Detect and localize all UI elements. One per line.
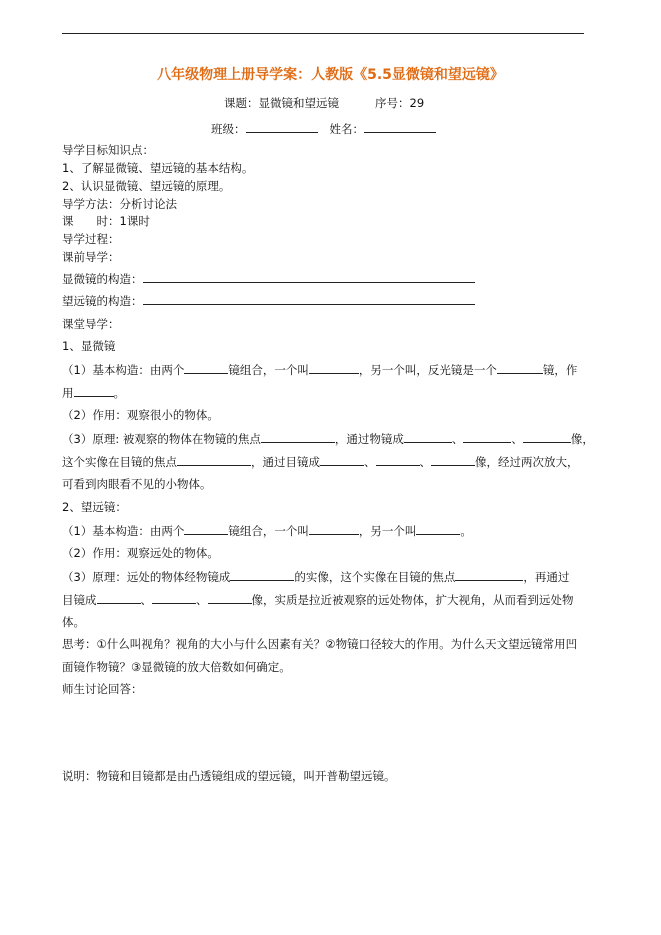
telescope-principle-cont bbox=[62, 591, 574, 608]
blank-field[interactable] bbox=[376, 453, 420, 466]
class-guide-heading: 课堂导学： bbox=[62, 317, 120, 331]
text-segment: （1）基本构造：由两个 bbox=[62, 524, 185, 538]
telescope-heading: 2、望远镜： bbox=[62, 500, 127, 514]
text-segment: 用 bbox=[62, 386, 74, 400]
microscope-structure-label: 显微镜的构造： bbox=[62, 272, 143, 286]
text-segment: ，再通过 bbox=[523, 570, 570, 584]
text-segment: ，另一个叫，反光镜是一个 bbox=[358, 363, 497, 377]
microscope-structure-line bbox=[62, 270, 475, 287]
blank-field[interactable] bbox=[97, 591, 141, 604]
page-title: 八年级物理上册导学案：人教版《5.5显微镜和望远镜》 bbox=[157, 67, 504, 83]
telescope-principle-end: 体。 bbox=[62, 615, 85, 629]
telescope-structure-label: 望远镜的构造： bbox=[62, 294, 143, 308]
discussion-heading: 师生讨论回答： bbox=[62, 682, 143, 696]
blank-field[interactable] bbox=[184, 522, 228, 535]
text-segment: 像，经过两次放大， bbox=[475, 455, 579, 469]
text-segment: 镜组合，一个叫 bbox=[228, 363, 309, 377]
separator: 、 bbox=[364, 455, 376, 469]
text-segment: ，通过物镜成 bbox=[334, 432, 404, 446]
pre-heading: 课前导学： bbox=[62, 250, 120, 264]
blank-field[interactable] bbox=[497, 361, 543, 374]
blank-field[interactable] bbox=[152, 591, 196, 604]
text-segment: 镜组合，一个叫 bbox=[228, 524, 309, 538]
text-segment: 。 bbox=[113, 386, 125, 400]
blank-field[interactable] bbox=[523, 430, 571, 443]
separator: 、 bbox=[196, 593, 208, 607]
blank-field[interactable] bbox=[431, 453, 475, 466]
number-label: 序号： bbox=[375, 96, 410, 110]
class-name-line bbox=[211, 121, 436, 137]
microscope-structure-sentence bbox=[62, 361, 577, 378]
blank-field[interactable] bbox=[177, 453, 251, 466]
text-segment: 的实像，这个实像在目镜的焦点 bbox=[294, 570, 456, 584]
topic-line bbox=[224, 95, 424, 111]
microscope-principle-end: 可看到肉眼看不见的小物体。 bbox=[62, 477, 212, 491]
process-heading: 导学过程： bbox=[62, 232, 120, 246]
number-value: 29 bbox=[409, 96, 425, 110]
blank-field[interactable] bbox=[309, 522, 359, 535]
header-rule bbox=[62, 33, 584, 34]
microscope-principle bbox=[62, 430, 594, 447]
blank-field[interactable] bbox=[208, 591, 252, 604]
text-segment: 这个实像在目镜的焦点 bbox=[62, 455, 177, 469]
note-line: 说明：物镜和目镜都是由凸透镜组成的望远镜，叫开普勒望远镜。 bbox=[62, 769, 396, 783]
class-label: 班级： bbox=[211, 122, 246, 136]
blank-field[interactable] bbox=[261, 430, 335, 443]
goals-heading: 导学目标知识点： bbox=[62, 143, 154, 157]
text-segment: 。 bbox=[460, 524, 472, 538]
microscope-heading: 1、显微镜 bbox=[62, 339, 116, 353]
text-segment: 目镜成 bbox=[62, 593, 97, 607]
text-segment: （3）原理：远处的物体经物镜成 bbox=[62, 570, 231, 584]
telescope-structure-line bbox=[62, 292, 475, 309]
blank-field[interactable] bbox=[184, 361, 228, 374]
think-line-2: 面镜作物镜？③显微镜的放大倍数如何确定。 bbox=[62, 660, 291, 674]
separator: 、 bbox=[140, 593, 152, 607]
goal-item-2: 2、认识显微镜、望远镜的原理。 bbox=[62, 179, 231, 193]
class-field[interactable] bbox=[246, 121, 318, 133]
topic-value: 显微镜和望远镜 bbox=[258, 96, 339, 110]
separator: 、 bbox=[511, 432, 523, 446]
text-segment: ，通过目镜成 bbox=[251, 455, 320, 469]
microscope-principle-cont bbox=[62, 453, 579, 470]
goal-item-1: 1、了解显微镜、望远镜的基本结构。 bbox=[62, 161, 254, 175]
telescope-principle bbox=[62, 568, 569, 585]
text-segment: （3）原理: 被观察的物体在物镜的焦点 bbox=[62, 432, 261, 446]
blank-field[interactable] bbox=[404, 430, 452, 443]
blank-field[interactable] bbox=[463, 430, 511, 443]
blank-field[interactable] bbox=[320, 453, 364, 466]
telescope-structure-field[interactable] bbox=[143, 292, 475, 305]
think-line-1: 思考：①什么叫视角？视角的大小与什么因素有关？②物镜口径较大的作用。为什么天文望远镜常用凹 bbox=[62, 637, 578, 651]
name-field[interactable] bbox=[364, 121, 436, 133]
telescope-function: （2）作用：观察远处的物体。 bbox=[62, 546, 219, 560]
blank-field[interactable] bbox=[309, 361, 359, 374]
separator: 、 bbox=[419, 455, 431, 469]
telescope-structure-sentence bbox=[62, 522, 472, 539]
blank-field[interactable] bbox=[74, 384, 114, 397]
text-segment: 像， bbox=[570, 432, 594, 446]
microscope-structure-field[interactable] bbox=[143, 270, 475, 283]
microscope-function: （2）作用：观察很小的物体。 bbox=[62, 408, 219, 422]
text-segment: （1）基本构造：由两个 bbox=[62, 363, 185, 377]
name-label: 姓名： bbox=[329, 122, 364, 136]
method-line: 导学方法：分析讨论法 bbox=[62, 197, 177, 211]
blank-field[interactable] bbox=[230, 568, 294, 581]
text-segment: 镜，作 bbox=[542, 363, 578, 377]
hours-line: 课 时：1课时 bbox=[62, 214, 150, 228]
topic-label: 课题： bbox=[224, 96, 259, 110]
separator: 、 bbox=[451, 432, 464, 446]
text-segment: ，另一个叫 bbox=[358, 524, 417, 538]
text-segment: 像，实质是拉近被观察的远处物体，扩大视角，从而看到远处物 bbox=[251, 593, 574, 607]
blank-field[interactable] bbox=[416, 522, 460, 535]
blank-field[interactable] bbox=[455, 568, 523, 581]
microscope-structure-cont bbox=[62, 384, 125, 401]
